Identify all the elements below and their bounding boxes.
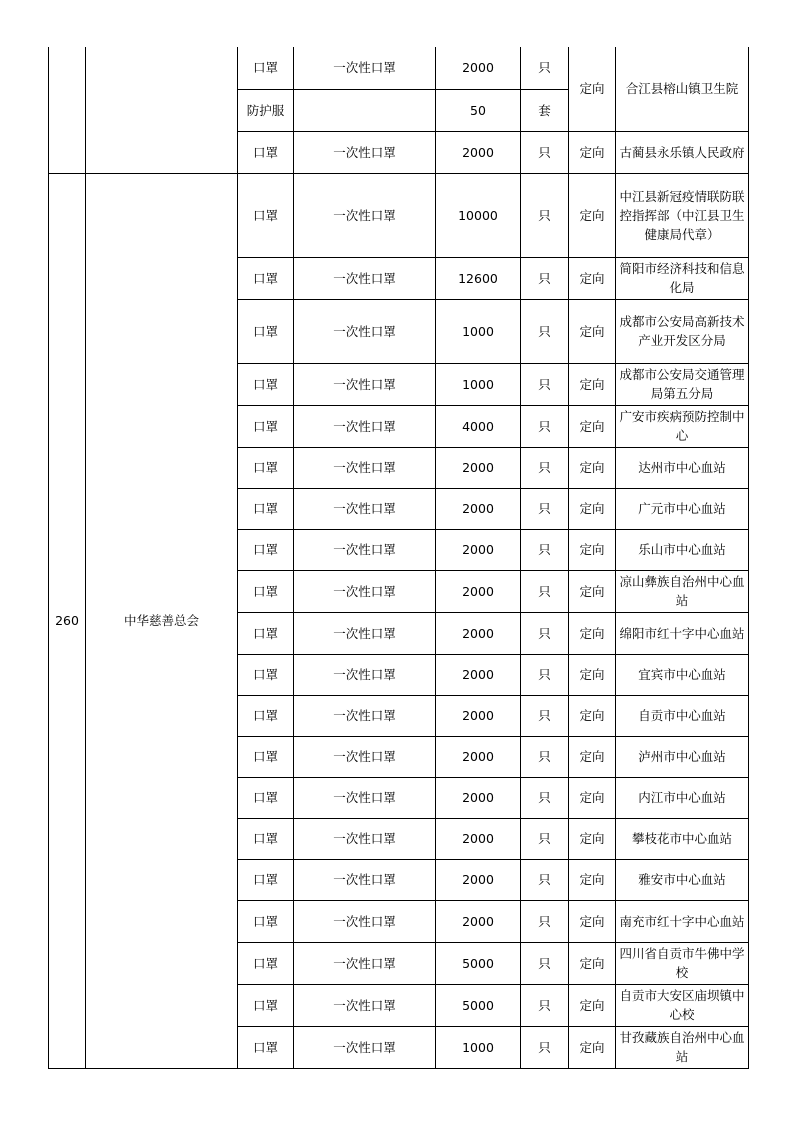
cell-spec: 一次性口罩: [294, 363, 436, 405]
cell-method: 定向: [569, 695, 616, 736]
cell-item: 口罩: [238, 131, 294, 173]
cell-recipient: 简阳市经济科技和信息化局: [616, 257, 749, 299]
cell-method: 定向: [569, 299, 616, 363]
cell-qty: 12600: [436, 257, 521, 299]
cell-unit: 只: [521, 131, 569, 173]
cell-item: 口罩: [238, 695, 294, 736]
cell-unit: 只: [521, 570, 569, 612]
cell-qty: 2000: [436, 131, 521, 173]
cell-unit: 只: [521, 529, 569, 570]
cell-method: 定向: [569, 405, 616, 447]
cell-spec: 一次性口罩: [294, 942, 436, 984]
cell-item: 口罩: [238, 47, 294, 89]
cell-item: 口罩: [238, 299, 294, 363]
cell-spec: 一次性口罩: [294, 695, 436, 736]
cell-recipient: 乐山市中心血站: [616, 529, 749, 570]
cell-item: 口罩: [238, 570, 294, 612]
cell-item: 口罩: [238, 488, 294, 529]
cell-no: 260: [49, 173, 86, 1068]
cell-item: 口罩: [238, 654, 294, 695]
cell-item: 口罩: [238, 942, 294, 984]
cell-method: 定向: [569, 47, 616, 131]
cell-item: 口罩: [238, 818, 294, 859]
cell-unit: 只: [521, 736, 569, 777]
cell-unit: 只: [521, 818, 569, 859]
cell-unit: 只: [521, 257, 569, 299]
cell-qty: 2000: [436, 859, 521, 900]
cell-recipient: 绵阳市红十字中心血站: [616, 612, 749, 654]
cell-qty: 2000: [436, 695, 521, 736]
cell-method: 定向: [569, 570, 616, 612]
cell-method: 定向: [569, 529, 616, 570]
cell-recipient: 宜宾市中心血站: [616, 654, 749, 695]
cell-unit: 只: [521, 447, 569, 488]
cell-method: 定向: [569, 900, 616, 942]
cell-spec: 一次性口罩: [294, 1026, 436, 1068]
cell-method: 定向: [569, 777, 616, 818]
cell-item: 口罩: [238, 363, 294, 405]
cell-spec: 一次性口罩: [294, 447, 436, 488]
cell-recipient: 攀枝花市中心血站: [616, 818, 749, 859]
cell-unit: 只: [521, 777, 569, 818]
cell-qty: 1000: [436, 1026, 521, 1068]
cell-unit: 只: [521, 363, 569, 405]
cell-method: 定向: [569, 173, 616, 257]
cell-qty: 2000: [436, 47, 521, 89]
cell-spec: 一次性口罩: [294, 654, 436, 695]
cell-unit: 只: [521, 405, 569, 447]
cell-recipient: 南充市红十字中心血站: [616, 900, 749, 942]
cell-unit: 只: [521, 299, 569, 363]
cell-method: 定向: [569, 488, 616, 529]
cell-spec: 一次性口罩: [294, 570, 436, 612]
cell-qty: 50: [436, 89, 521, 131]
cell-unit: 只: [521, 654, 569, 695]
cell-qty: 2000: [436, 654, 521, 695]
cell-recipient: 合江县榕山镇卫生院: [616, 47, 749, 131]
cell-recipient: 自贡市中心血站: [616, 695, 749, 736]
cell-qty: 2000: [436, 447, 521, 488]
cell-method: 定向: [569, 131, 616, 173]
cell-donor-continued: [86, 47, 238, 173]
cell-recipient: 广元市中心血站: [616, 488, 749, 529]
table-body: [49, 47, 749, 1068]
cell-spec: 一次性口罩: [294, 405, 436, 447]
cell-item: 口罩: [238, 612, 294, 654]
cell-unit: 只: [521, 900, 569, 942]
cell-qty: 5000: [436, 984, 521, 1026]
cell-unit: 只: [521, 984, 569, 1026]
cell-qty: 2000: [436, 818, 521, 859]
cell-unit: 只: [521, 942, 569, 984]
cell-recipient: 凉山彝族自治州中心血站: [616, 570, 749, 612]
cell-recipient: 中江县新冠疫情联防联控指挥部（中江县卫生健康局代章）: [616, 173, 749, 257]
cell-spec: 一次性口罩: [294, 777, 436, 818]
cell-unit: 套: [521, 89, 569, 131]
cell-method: 定向: [569, 984, 616, 1026]
cell-method: 定向: [569, 612, 616, 654]
cell-spec: 一次性口罩: [294, 488, 436, 529]
cell-recipient: 内江市中心血站: [616, 777, 749, 818]
cell-method: 定向: [569, 818, 616, 859]
cell-method: 定向: [569, 736, 616, 777]
cell-item: 口罩: [238, 405, 294, 447]
cell-spec: 一次性口罩: [294, 131, 436, 173]
cell-method: 定向: [569, 654, 616, 695]
cell-recipient: 泸州市中心血站: [616, 736, 749, 777]
cell-recipient: 成都市公安局高新技术产业开发区分局: [616, 299, 749, 363]
cell-recipient: 广安市疾病预防控制中心: [616, 405, 749, 447]
cell-qty: 5000: [436, 942, 521, 984]
cell-qty: 1000: [436, 363, 521, 405]
cell-recipient: 甘孜藏族自治州中心血站: [616, 1026, 749, 1068]
cell-qty: 2000: [436, 777, 521, 818]
cell-spec: 一次性口罩: [294, 818, 436, 859]
cell-recipient: 达州市中心血站: [616, 447, 749, 488]
cell-unit: 只: [521, 173, 569, 257]
cell-recipient: 四川省自贡市牛佛中学校: [616, 942, 749, 984]
cell-donor: 中华慈善总会: [86, 173, 238, 1068]
cell-spec: 一次性口罩: [294, 859, 436, 900]
cell-method: 定向: [569, 447, 616, 488]
cell-spec: 一次性口罩: [294, 612, 436, 654]
cell-item: 口罩: [238, 859, 294, 900]
cell-spec: 一次性口罩: [294, 736, 436, 777]
cell-method: 定向: [569, 257, 616, 299]
cell-method: 定向: [569, 1026, 616, 1068]
cell-item: 口罩: [238, 173, 294, 257]
cell-item: 口罩: [238, 257, 294, 299]
cell-recipient: 古蔺县永乐镇人民政府: [616, 131, 749, 173]
cell-item: 防护服: [238, 89, 294, 131]
cell-spec: 一次性口罩: [294, 900, 436, 942]
cell-item: 口罩: [238, 777, 294, 818]
table-row: [49, 47, 749, 89]
cell-method: 定向: [569, 859, 616, 900]
cell-qty: 1000: [436, 299, 521, 363]
cell-spec: 一次性口罩: [294, 984, 436, 1026]
cell-qty: 2000: [436, 488, 521, 529]
cell-item: 口罩: [238, 529, 294, 570]
cell-recipient: 自贡市大安区庙坝镇中心校: [616, 984, 749, 1026]
cell-unit: 只: [521, 1026, 569, 1068]
donation-table: [48, 47, 749, 1069]
cell-method: 定向: [569, 363, 616, 405]
cell-item: 口罩: [238, 984, 294, 1026]
cell-item: 口罩: [238, 447, 294, 488]
cell-qty: 4000: [436, 405, 521, 447]
cell-item: 口罩: [238, 900, 294, 942]
cell-no-continued: [49, 47, 86, 173]
cell-spec: 一次性口罩: [294, 173, 436, 257]
cell-method: 定向: [569, 942, 616, 984]
cell-qty: 10000: [436, 173, 521, 257]
cell-item: 口罩: [238, 1026, 294, 1068]
cell-unit: 只: [521, 695, 569, 736]
cell-item: 口罩: [238, 736, 294, 777]
cell-qty: 2000: [436, 612, 521, 654]
cell-qty: 2000: [436, 900, 521, 942]
cell-unit: 只: [521, 612, 569, 654]
cell-unit: 只: [521, 47, 569, 89]
cell-spec: 一次性口罩: [294, 529, 436, 570]
table-row: [49, 173, 749, 257]
cell-qty: 2000: [436, 529, 521, 570]
cell-unit: 只: [521, 859, 569, 900]
cell-qty: 2000: [436, 570, 521, 612]
cell-spec: 一次性口罩: [294, 47, 436, 89]
cell-recipient: 雅安市中心血站: [616, 859, 749, 900]
cell-recipient: 成都市公安局交通管理局第五分局: [616, 363, 749, 405]
cell-spec: [294, 89, 436, 131]
cell-spec: 一次性口罩: [294, 257, 436, 299]
cell-qty: 2000: [436, 736, 521, 777]
cell-unit: 只: [521, 488, 569, 529]
cell-spec: 一次性口罩: [294, 299, 436, 363]
